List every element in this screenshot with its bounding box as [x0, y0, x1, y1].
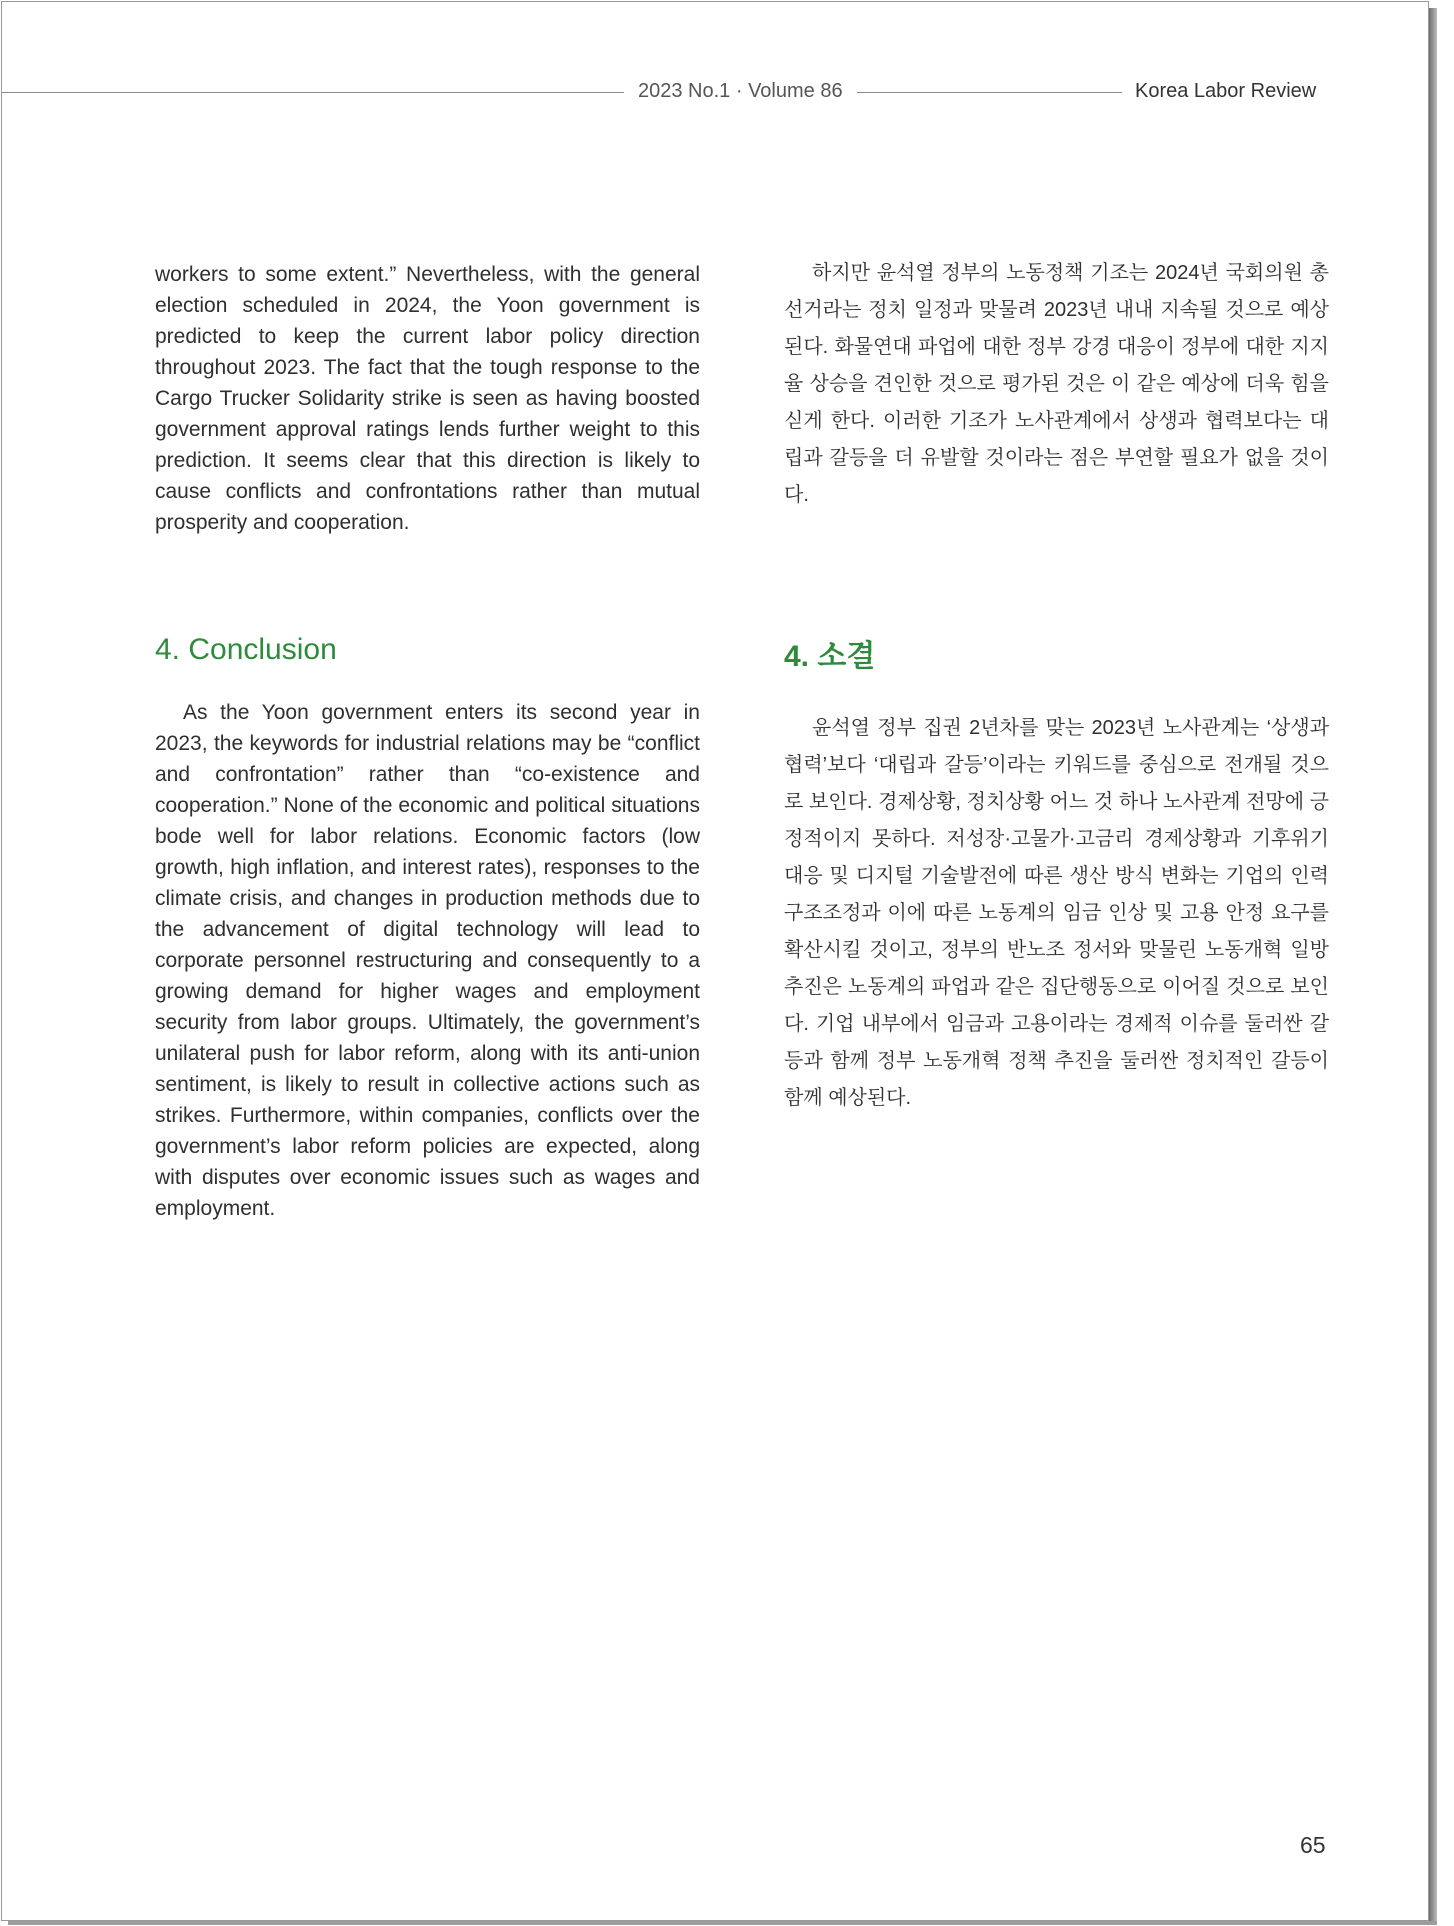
korean-paragraph-conclusion: 윤석열 정부 집권 2년차를 맞는 2023년 노사관계는 ‘상생과 협력’보다 ‘대립과 갈등’이라는 키워드를 중심으로 전개될 것으로 보인다. 경제상황, 정치상황 어느 것 하나 노사관계 전망에 긍정적이지 못하다. 저성장·고물가·고금리 경제상황과 기후위기 대응 및 디지털 기술발전에 따른 생산 방식 변화는 기업의 인력 구조조정과 이에 따른 노동계의 임금 인상 및 고용 안정 요구를 확산시킬 것이고, 정부의 반노조 정서와 맞물린 노동개혁 일방 추진은 노동계의 파업과 같은 집단행동으로 이어질 것으로 보인다. 기업 내부에서 임금과 고용이라는 경제적 이슈를 둘러싼 갈등과 함께 정부 노동개혁 정책 추진을 둘러싼 정치적인 갈등이 함께 예상된다. [784, 717, 1329, 1109]
journal-title: Korea Labor Review [1135, 80, 1317, 102]
header-rule-left [2, 92, 624, 93]
page-edge-shadow [1429, 8, 1437, 1924]
page [1, 1, 1429, 1921]
korean-paragraph-top: 하지만 윤석열 정부의 노동정책 기조는 2024년 국회의원 총선거라는 정치 일정과 맞물려 2023년 내내 지속될 것으로 예상된다. 화물연대 파업에 대한 정부 강경 대응이 정부에 대한 지지율 상승을 견인한 것으로 평가된 것은 이 같은 예상에 더욱 힘을 싣게 한다. 이러한 기조가 노사관계에서 상생과 협력보다는 대립과 갈등을 더 유발할 것이라는 점은 부연할 필요가 없을 것이다. [784, 262, 1329, 506]
english-continuation [155, 259, 700, 538]
korean-continuation [784, 255, 1329, 514]
english-paragraph-conclusion: As the Yoon government enters its second year in 2023, the keywords for industrial relations may be “conflict and confrontation” rather than “co-existence and cooperation.” None of the economic and political situations bode well for labor relations. Economic factors (low growth, high inflation, and interest rates), responses to the climate crisis, and changes in production methods due to the advancement of digital technology will lead to corporate personnel restructuring and consequently to a growing demand for higher wages and employment security from labor groups. Ultimately, the government’s unilateral push for labor reform, along with its anti-union sentiment, is likely to result in collective actions such as strikes. Furthermore, within companies, conflicts over the government’s labor reform policies are expected, along with disputes over economic issues such as wages and employment. [155, 701, 700, 1220]
korean-conclusion [784, 710, 1329, 1117]
page-bottom-shadow [8, 1921, 1437, 1925]
english-conclusion [155, 697, 700, 1224]
english-paragraph-top: workers to some extent.” Nevertheless, with the general election scheduled in 2024, the Yoon government is predicted to keep the current labor policy direction throughout 2023. The fact that the tough response to the Cargo Trucker Solidarity strike is seen as having boosted government approval ratings lends further weight to this prediction. It seems clear that this direction is likely to cause conflicts and confrontations rather than mutual prosperity and cooperation. [155, 263, 700, 534]
section-heading-ko: 4. 소결 [784, 640, 876, 673]
running-header [2, 78, 1430, 108]
section-heading-en: 4. Conclusion [155, 633, 337, 666]
issue-label: 2023 No.1 · Volume 86 [638, 80, 843, 102]
header-rule-right [857, 92, 1122, 93]
page-number: 65 [1300, 1832, 1326, 1858]
